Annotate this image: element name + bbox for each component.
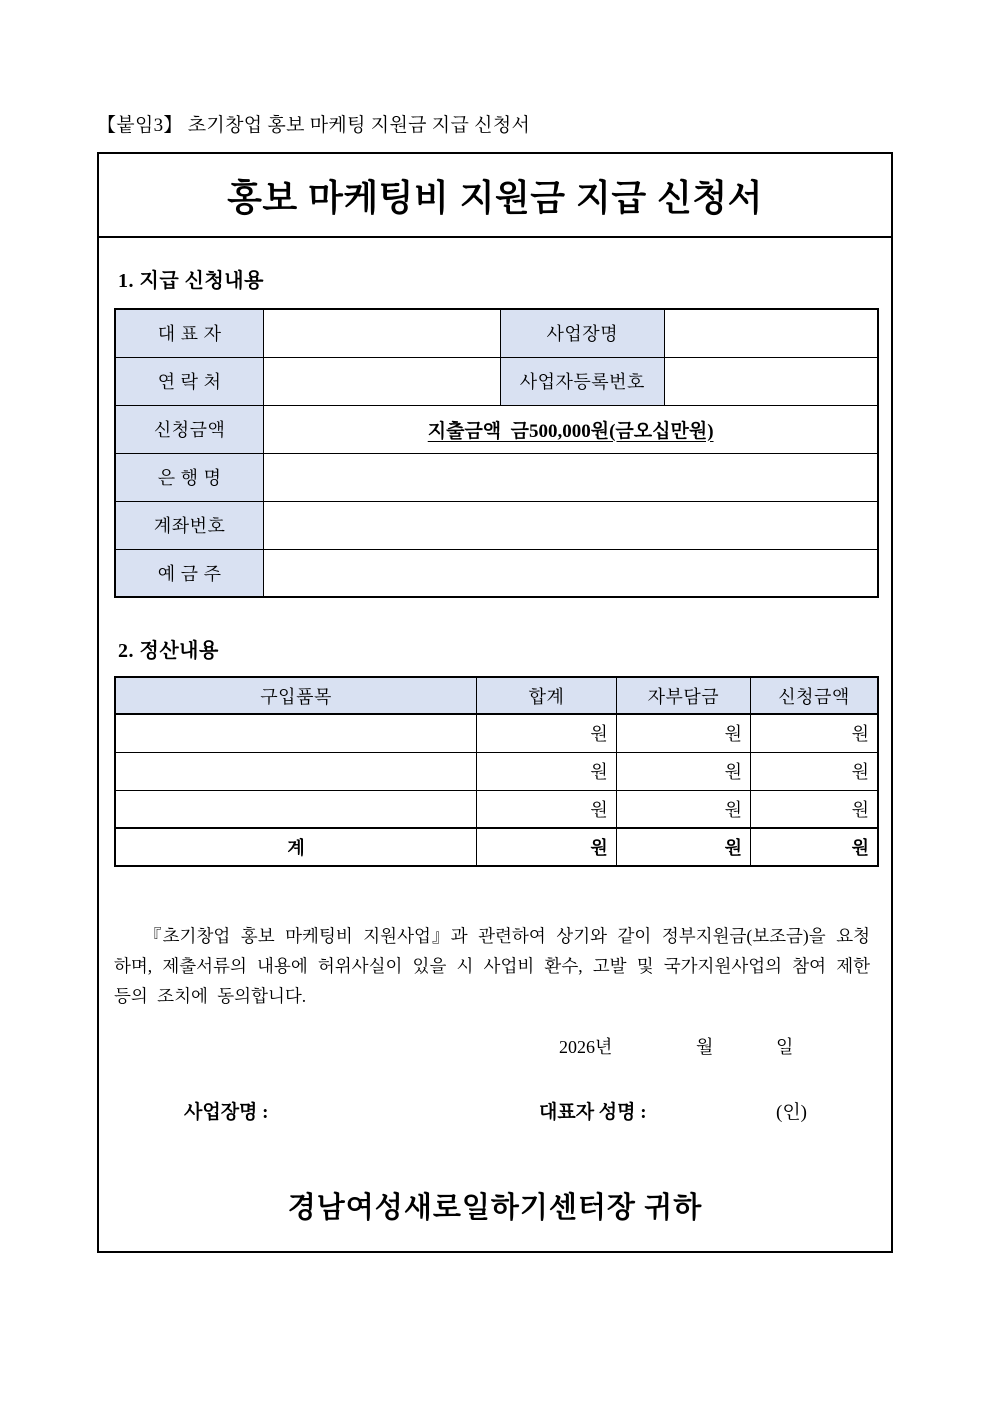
- table-row: [115, 752, 878, 790]
- account-no-field[interactable]: [264, 501, 878, 549]
- table-row: [115, 501, 878, 549]
- date-year: 2026년: [559, 1037, 613, 1057]
- item-field[interactable]: [115, 714, 477, 752]
- table-row: [115, 309, 878, 357]
- account-no-label: 계좌번호: [115, 501, 264, 549]
- title-box: [97, 152, 893, 238]
- account-holder-label: 예 금 주: [115, 549, 264, 597]
- contact-label: 연 락 처: [115, 357, 264, 405]
- signature-business-name-label: 사업장명 :: [184, 1102, 269, 1123]
- total-unit[interactable]: 원: [477, 714, 617, 752]
- section2-heading: 2. 정산내용: [118, 640, 219, 662]
- declaration-paragraph: 『초기창업 홍보 마케팅비 지원사업』과 관련하여 상기와 같이 정부지원금(보조금)을 요청하며, 제출서류의 내용에 허위사실이 있을 시 사업비 환수, 고발 및 국가지원사업의 참여 제한 등의 조치에 동의합니다.: [114, 926, 870, 1006]
- self-pay-unit[interactable]: 원: [616, 790, 750, 828]
- sum-label: 계: [115, 828, 477, 866]
- item-field[interactable]: [115, 790, 477, 828]
- total-unit[interactable]: 원: [477, 790, 617, 828]
- request-unit[interactable]: 원: [751, 790, 878, 828]
- business-reg-no-label: 사업자등록번호: [500, 357, 664, 405]
- col-header-total: 합계: [477, 677, 617, 714]
- table-row: [115, 714, 878, 752]
- signature-line: [112, 1097, 878, 1123]
- contact-field[interactable]: [264, 357, 501, 405]
- table-row: [115, 357, 878, 405]
- document-title: 홍보 마케팅비 지원금 지급 신청서: [227, 176, 763, 218]
- date-line: [112, 1033, 878, 1059]
- sum-total-unit: 원: [477, 828, 617, 866]
- business-reg-no-field[interactable]: [664, 357, 878, 405]
- payment-request-table: [114, 308, 879, 598]
- col-header-item: 구입품목: [115, 677, 477, 714]
- business-name-field[interactable]: [664, 309, 878, 357]
- date-day: 일: [776, 1037, 794, 1057]
- content-box: [97, 236, 893, 1253]
- request-amount-value: 지출금액 금500,000원(금오십만원): [427, 420, 714, 442]
- table-row: [115, 790, 878, 828]
- item-field[interactable]: [115, 752, 477, 790]
- request-unit[interactable]: 원: [751, 752, 878, 790]
- bank-name-label: 은 행 명: [115, 453, 264, 501]
- sum-self-pay-unit: 원: [616, 828, 750, 866]
- settlement-table: [114, 676, 879, 867]
- recipient-line: 경남여성새로일하기센터장 귀하: [287, 1192, 703, 1224]
- table-row: [115, 549, 878, 597]
- representative-field[interactable]: [264, 309, 501, 357]
- col-header-request: 신청금액: [751, 677, 878, 714]
- request-unit[interactable]: 원: [751, 714, 878, 752]
- table-row: [115, 453, 878, 501]
- self-pay-unit[interactable]: 원: [616, 714, 750, 752]
- request-amount-label: 신청금액: [115, 405, 264, 453]
- table-row: [115, 405, 878, 453]
- total-unit[interactable]: 원: [477, 752, 617, 790]
- request-amount-cell: [264, 405, 878, 453]
- bank-name-field[interactable]: [264, 453, 878, 501]
- business-name-label: 사업장명: [500, 309, 664, 357]
- sum-request-unit: 원: [751, 828, 878, 866]
- self-pay-unit[interactable]: 원: [616, 752, 750, 790]
- table-header-row: [115, 677, 878, 714]
- col-header-self-pay: 자부담금: [616, 677, 750, 714]
- seal-placeholder: (인): [776, 1102, 808, 1123]
- attachment-label: 【붙임3】 초기창업 홍보 마케팅 지원금 지급 신청서: [97, 115, 531, 136]
- representative-label: 대 표 자: [115, 309, 264, 357]
- signature-representative-label: 대표자 성명 :: [539, 1102, 647, 1123]
- table-total-row: [115, 828, 878, 866]
- section1-heading: 1. 지급 신청내용: [118, 270, 264, 292]
- account-holder-field[interactable]: [264, 549, 878, 597]
- date-month: 월: [696, 1037, 714, 1057]
